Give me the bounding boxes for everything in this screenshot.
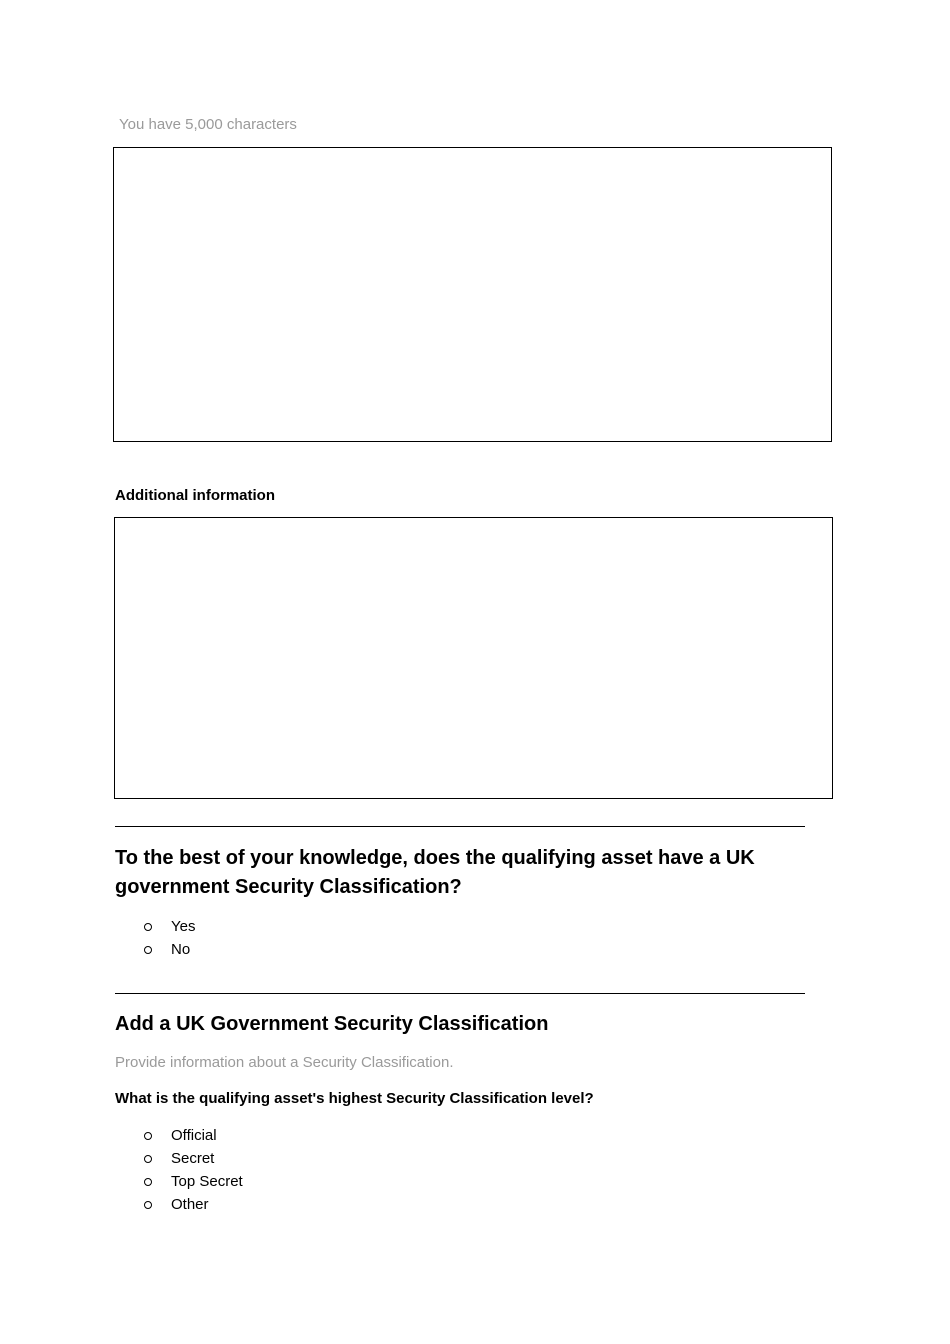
section-divider xyxy=(115,826,805,827)
additional-information-textarea[interactable] xyxy=(114,517,833,799)
option-other[interactable] xyxy=(144,1193,243,1216)
option-label: Top Secret xyxy=(171,1173,243,1190)
option-label: Secret xyxy=(171,1150,215,1167)
classification-level-options xyxy=(144,1124,243,1216)
option-label: No xyxy=(171,941,191,958)
security-classification-hint: Provide information about a Security Classification. xyxy=(115,1054,454,1071)
radio-circle-icon[interactable] xyxy=(144,920,171,933)
section-divider xyxy=(115,993,805,994)
additional-information-label: Additional information xyxy=(115,487,275,504)
radio-circle-icon[interactable] xyxy=(144,943,171,956)
security-classification-question-heading: To the best of your knowledge, does the qualifying asset have a UK government Security Classification? xyxy=(115,847,755,898)
add-security-classification-heading: Add a UK Government Security Classification xyxy=(115,1013,549,1035)
option-label: Yes xyxy=(171,918,196,935)
option-label: Other xyxy=(171,1196,209,1213)
option-label: Official xyxy=(171,1127,217,1144)
radio-circle-icon[interactable] xyxy=(144,1129,171,1142)
security-classification-options xyxy=(144,915,195,961)
radio-circle-icon[interactable] xyxy=(144,1152,171,1165)
option-no[interactable] xyxy=(144,938,195,961)
option-secret[interactable] xyxy=(144,1147,243,1170)
classification-level-question: What is the qualifying asset's highest Security Classification level? xyxy=(115,1090,594,1107)
character-count-hint: You have 5,000 characters xyxy=(119,116,297,133)
radio-circle-icon[interactable] xyxy=(144,1175,171,1188)
option-yes[interactable] xyxy=(144,915,195,938)
option-top-secret[interactable] xyxy=(144,1170,243,1193)
answer-textarea[interactable] xyxy=(113,147,832,442)
option-official[interactable] xyxy=(144,1124,243,1147)
radio-circle-icon[interactable] xyxy=(144,1198,171,1211)
